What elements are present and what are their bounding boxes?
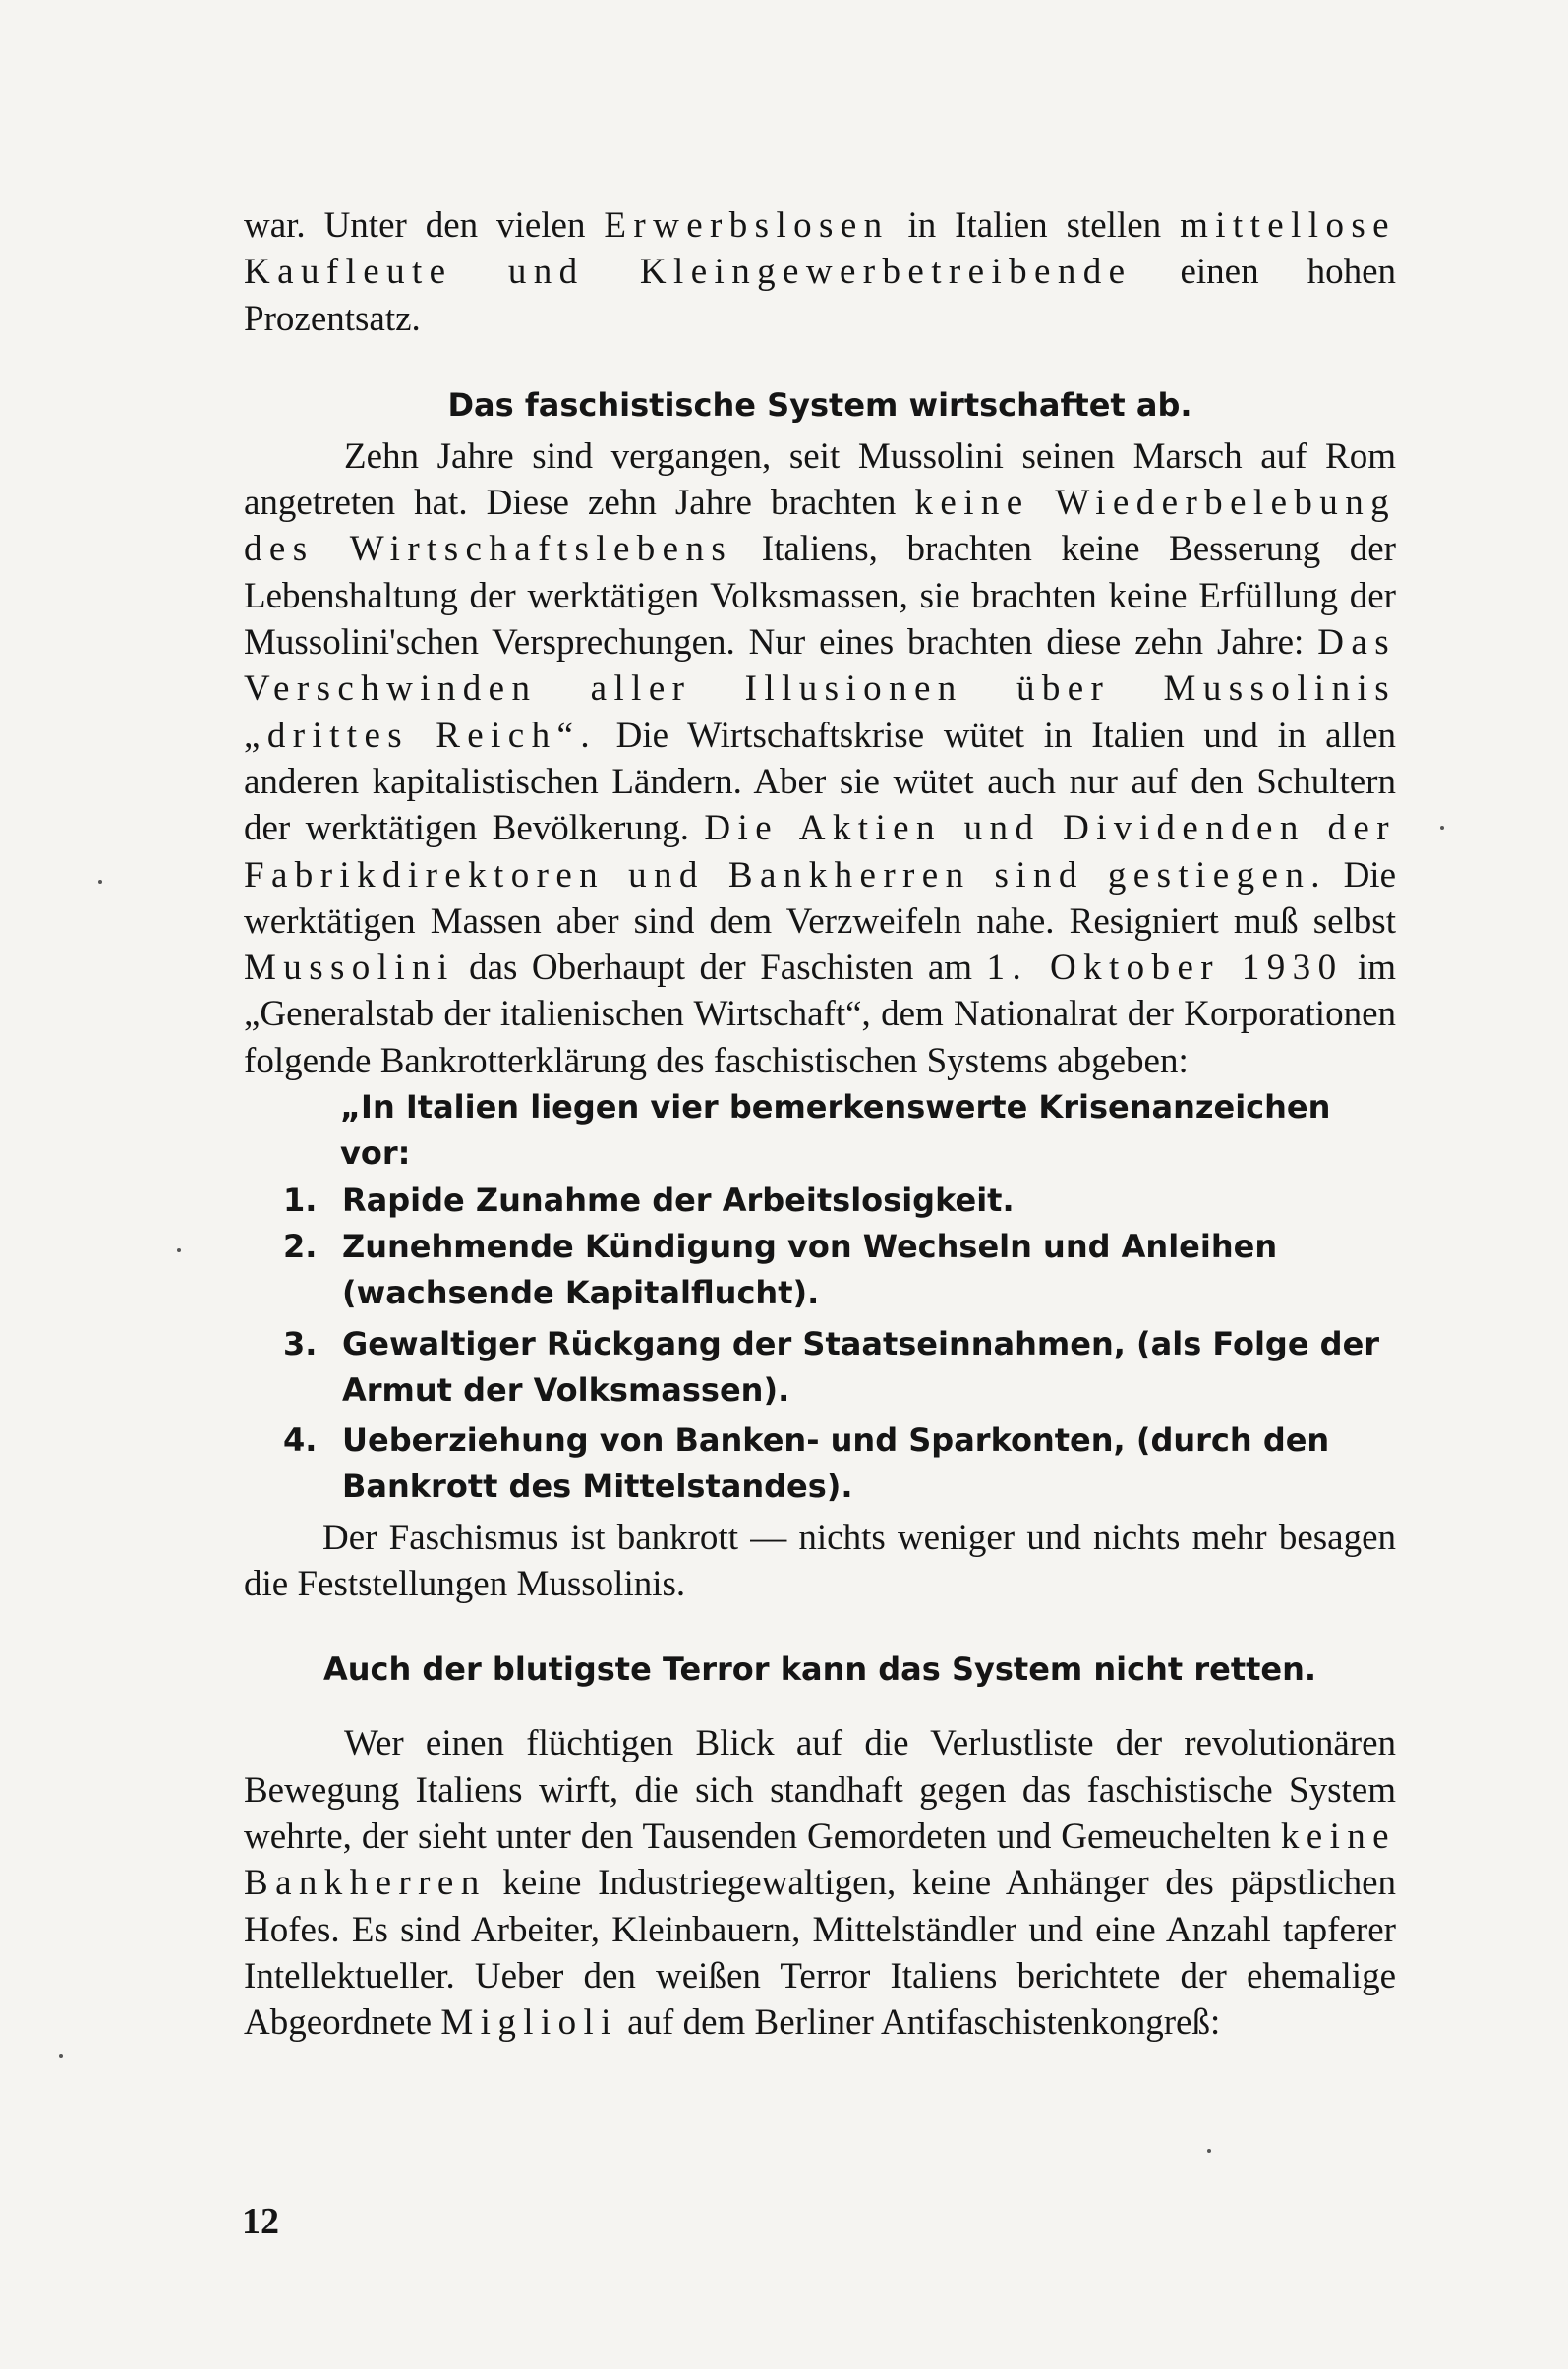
spaced-text: mittellose Kaufleute und Kleingewerbetreibende [244, 205, 1396, 293]
list-item [244, 1178, 1396, 1224]
list-number: 3. [283, 1324, 318, 1362]
text-run: im „Generalstab der italienischen Wirtschaft“, dem Nationalrat der Korporationen folgende Bankrotterklärung des faschistischen Systems abgeben: [244, 948, 1396, 1081]
text-run: in Italien stellen [889, 205, 1181, 246]
scan-speck [59, 2054, 63, 2058]
text-run: war. Unter den vielen [244, 205, 605, 246]
section-heading: Auch der blutigste Terror kann das System nicht retten. [322, 1650, 1317, 1689]
spaced-text: Miglioli [440, 2002, 618, 2044]
text-run: auf dem Berliner Antifaschistenkongreß: [617, 2002, 1221, 2044]
paragraph-main [244, 433, 1396, 1084]
list-text: Zunehmende Kündigung von Wechseln und Anleihen (wachsende Kapitalflucht). [342, 1227, 1278, 1312]
list-number: 4. [283, 1421, 318, 1460]
list-text: Ueberziehung von Banken- und Sparkonten, (durch den Bankrott des Mittelstandes). [342, 1421, 1330, 1506]
spaced-text: Die Aktien und Dividenden der Fabrikdirektoren und Bankherren sind gestiegen. [244, 808, 1396, 896]
list-item [244, 1224, 1396, 1317]
text-run: das Oberhaupt der Faschisten am [454, 948, 987, 989]
paragraph-after-quote: Der Faschismus ist bankrott — nichts weniger und nichts mehr besagen die Feststellungen Mussolinis. [244, 1517, 1396, 1605]
text-run: Italiens, brachten keine Besserung der Lebenshaltung der werktätigen Volksmassen, sie brachten keine Erfüllung der Mussolini'schen Versprechungen. Nur eines brachten diese zehn Jahre: [244, 529, 1396, 664]
paragraph-last [244, 1720, 1396, 2046]
scan-speck [177, 1248, 181, 1252]
text-run: Zehn Jahre sind vergangen, seit Mussolini seinen Marsch auf Rom angetreten hat. Diese zehn Jahre brachten [244, 435, 1396, 524]
text-run: Wer einen flüchtigen Blick auf die Verlustliste der revolutionären Bewegung Italiens wirft, die sich standhaft gegen das faschistische System wehrte, der sieht unter den Tausenden Gemordeten und Gemeuchelten [244, 1723, 1396, 1857]
list-number: 2. [283, 1227, 318, 1265]
scan-speck [1440, 826, 1444, 830]
page-number: 12 [242, 2201, 279, 2242]
crisis-list [244, 1178, 1396, 1511]
list-item [244, 1321, 1396, 1415]
text-run: Die werktätigen Massen aber sind dem Verzweifeln nahe. Resigniert muß selbst [244, 854, 1396, 942]
text-run: Die Wirtschaftskrise wütet in Italien und in allen anderen kapitalistischen Ländern. Aber sie wütet auch nur auf den Schultern der werktätigen Bevölkerung. [244, 715, 1396, 849]
spaced-text: 1. Oktober 1930 [986, 948, 1344, 989]
list-text: Rapide Zunahme der Arbeitslosigkeit. [342, 1181, 1015, 1219]
spaced-text: Erwerbslosen [604, 205, 890, 246]
text-run: einen hohen Prozentsatz. [244, 252, 1397, 339]
list-item [244, 1417, 1396, 1511]
spaced-text: Mussolini [244, 948, 455, 989]
spaced-text: keine Wiederbelebung des Wirtschaftslebens [244, 483, 1397, 570]
list-text: Gewaltiger Rückgang der Staatseinnahmen, (als Folge der Armut der Volksmassen). [342, 1324, 1380, 1409]
quote-intro: „In Italien liegen vier bemerkenswerte Krisenanzeichen vor: [340, 1088, 1331, 1173]
scan-speck [1207, 2149, 1211, 2153]
spaced-text: Das Verschwinden aller Illusionen über Mussolinis „drittes Reich“. [244, 622, 1396, 756]
text-run: keine Industriegewaltigen, keine Anhänger des päpstlichen Hofes. Es sind Arbeiter, Kleinbauern, Mittelständler und eine Anzahl tapferer Intellektueller. Ueber den weißen Terror Italiens berichtete der ehemalige Abgeordnete [244, 1863, 1396, 2044]
paragraph-opening [244, 202, 1396, 342]
page-text [244, 202, 1396, 2046]
list-number: 1. [283, 1181, 318, 1219]
section-heading: Das faschistische System wirtschaftet ab. [447, 385, 1192, 424]
scan-speck [98, 880, 102, 884]
spaced-text: keine Bankherren [244, 1816, 1396, 1904]
